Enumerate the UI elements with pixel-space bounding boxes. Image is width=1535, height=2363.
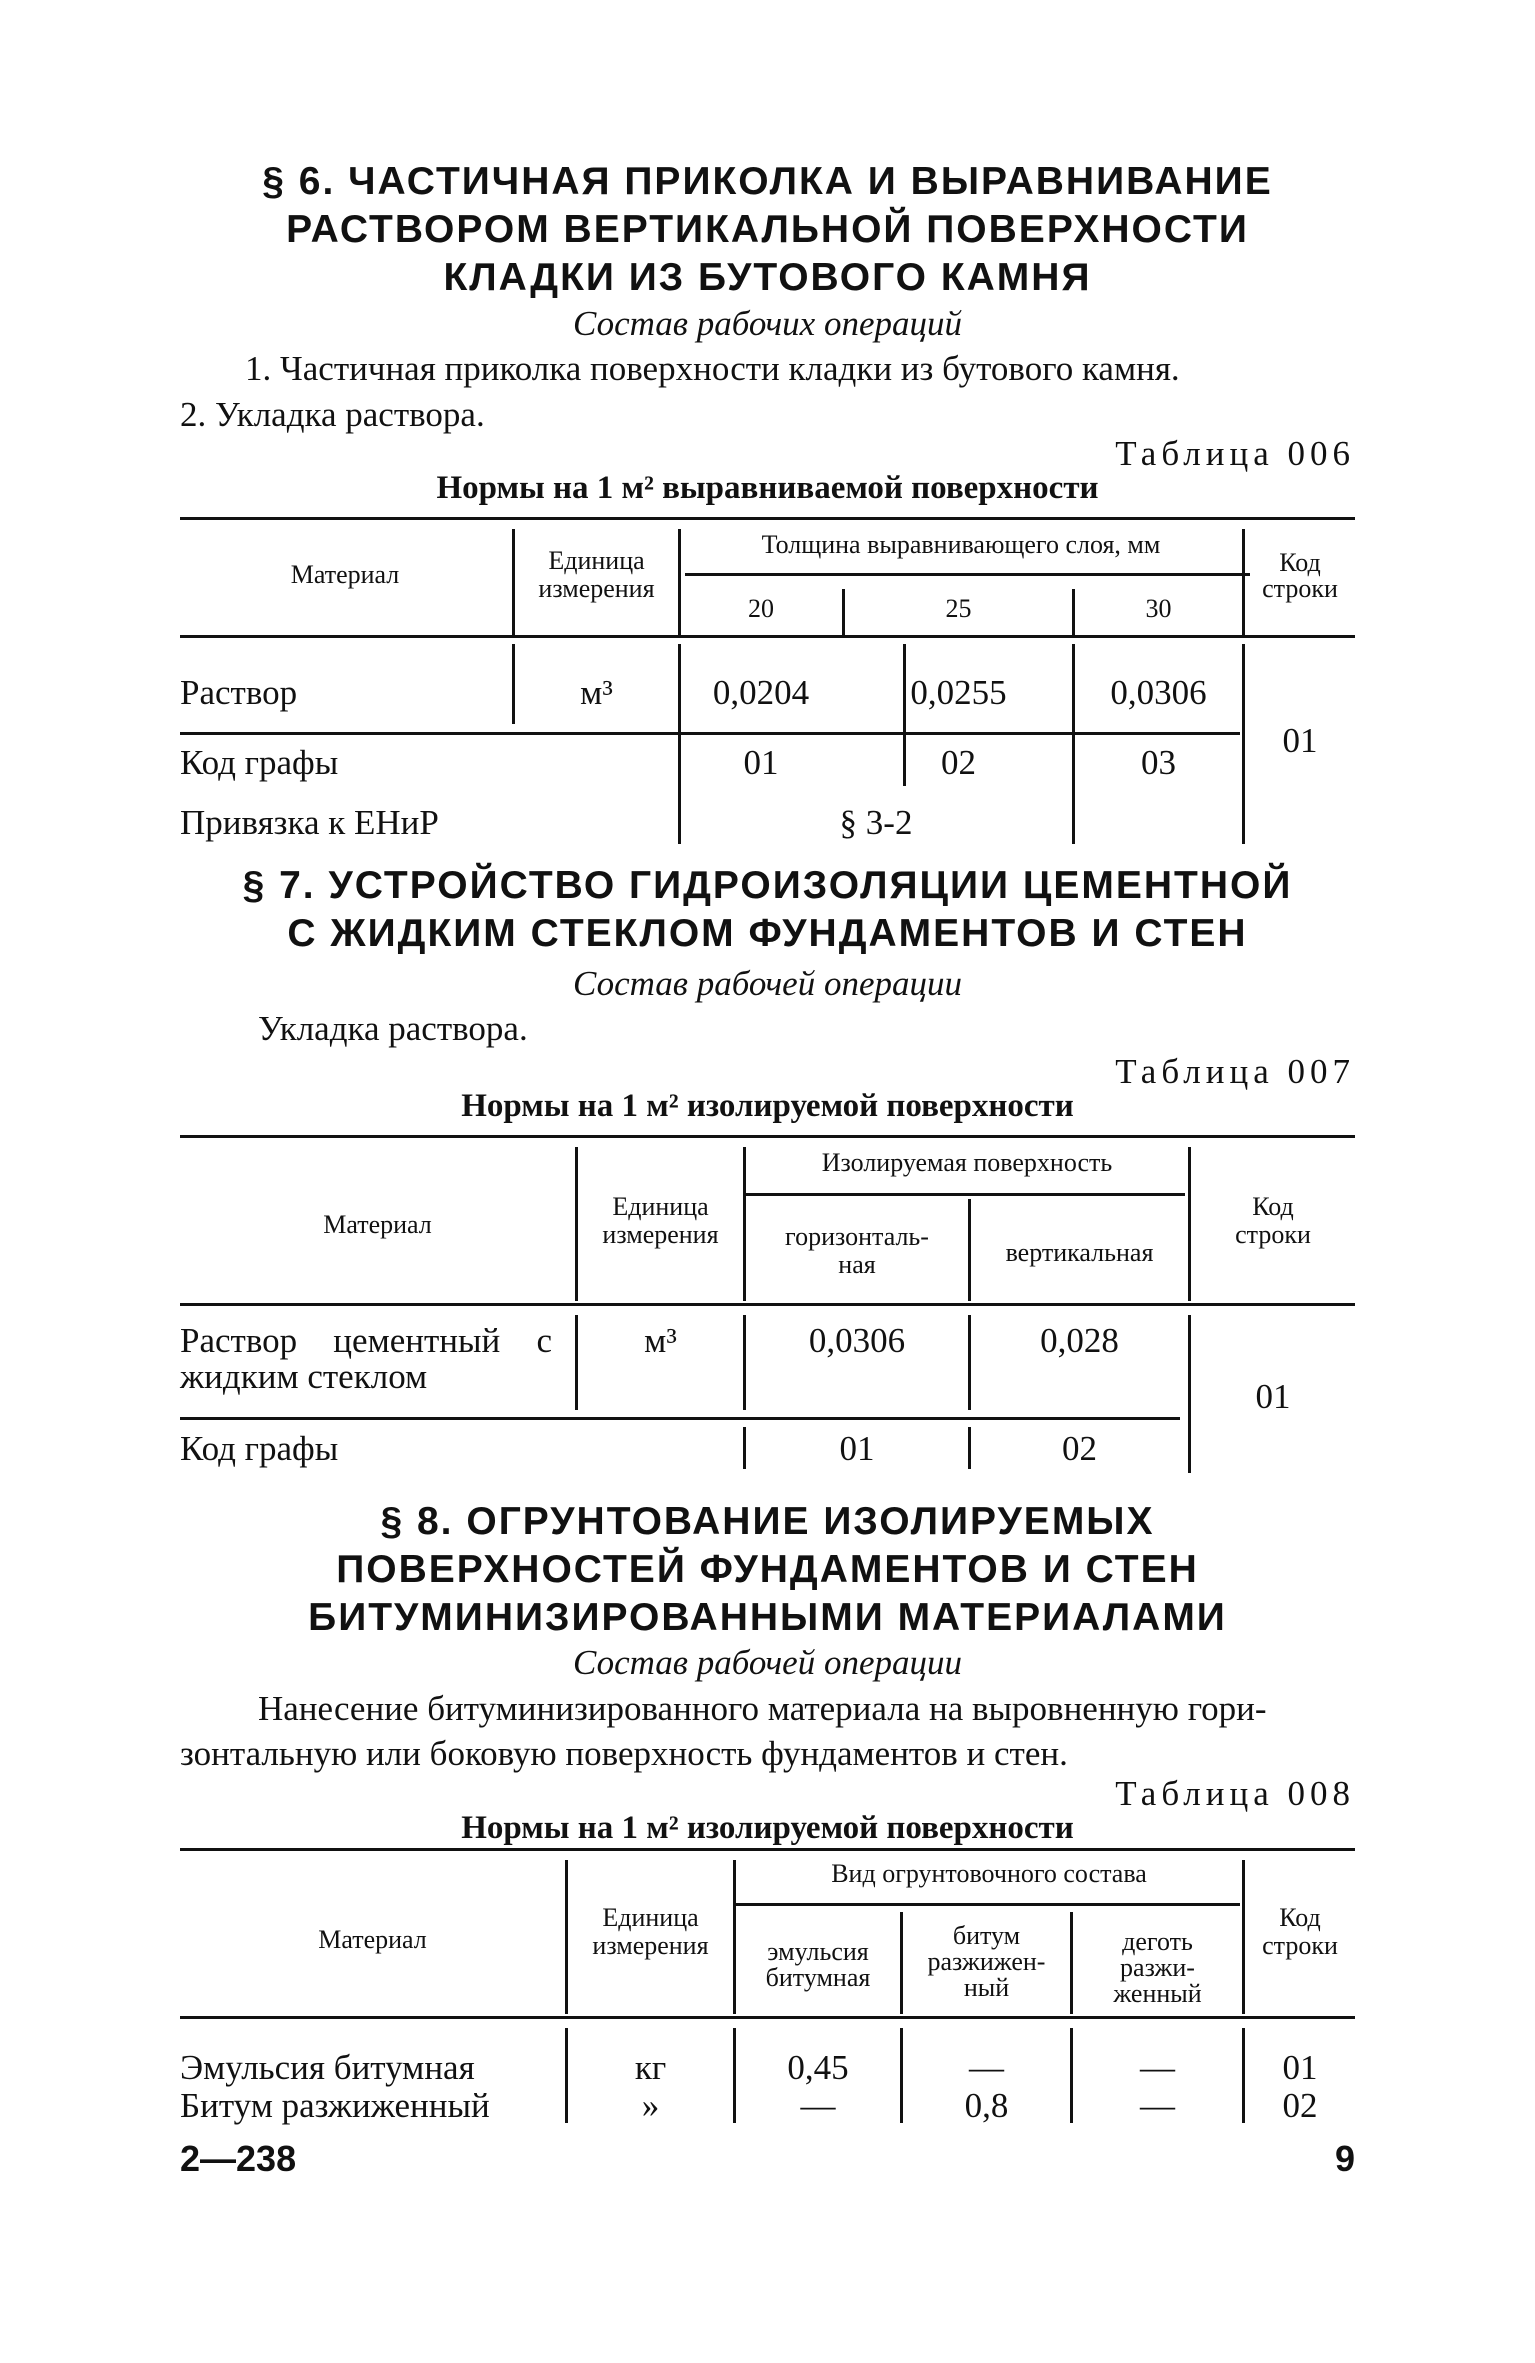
table-007-header-material: Материал	[323, 1210, 432, 1239]
table-008-row-1-bitumen: —	[969, 2048, 1004, 2087]
table-007-header-horizontal-2: ная	[838, 1250, 876, 1279]
table-008-norm-title: Нормы на 1 м² изолируемой поверхности	[461, 1810, 1074, 1846]
table-008-header-kind: Вид огрунтовочного состава	[831, 1859, 1147, 1888]
section-8-title-line-3: БИТУМИНИЗИРОВАННЫМИ МАТЕРИАЛАМИ	[308, 1596, 1227, 1639]
table-006-header-30: 30	[1145, 594, 1172, 623]
table-006-header-unit-1: Единица	[548, 546, 645, 575]
table-007-row-material-1: Раствор цементный с	[180, 1321, 552, 1360]
table-008-row-2-material: Битум разжиженный	[180, 2086, 490, 2125]
table-007-header-unit-2: измерения	[602, 1220, 719, 1249]
section-6-title-line-3: КЛАДКИ ИЗ БУТОВОГО КАМНЯ	[443, 256, 1092, 299]
signature-mark: 2—238	[180, 2138, 297, 2179]
table-006-value-20: 0,0204	[712, 673, 810, 712]
table-007-code-vertical: 02	[1062, 1429, 1097, 1468]
table-007-header-code-2: строки	[1235, 1220, 1311, 1249]
table-006-label: Таблица 006	[1115, 434, 1355, 473]
table-006-value-25: 0,0255	[910, 673, 1007, 712]
table-008	[180, 1848, 1355, 2133]
table-008-header-tar-3: женный	[1113, 1979, 1202, 2008]
table-008-label: Таблица 008	[1115, 1774, 1355, 1813]
table-008-header-tar-2: разжи-	[1120, 1953, 1195, 1982]
table-006-header-code-1: Код	[1279, 548, 1321, 577]
table-008-row-2-code: 02	[1282, 2086, 1318, 2125]
table-008-row-1-tar: —	[1140, 2048, 1175, 2087]
section-7-subtitle: Состав рабочей операции	[572, 964, 963, 1003]
table-008-row-2-emulsion: —	[800, 2086, 836, 2125]
section-7-operation: Укладка раствора.	[258, 1009, 528, 1048]
table-006-header-unit-2: измерения	[538, 574, 655, 603]
table-006-header-25: 25	[945, 594, 972, 623]
section-7-title	[180, 862, 1355, 958]
table-007-code-label: Код графы	[180, 1429, 339, 1468]
table-007	[180, 1135, 1355, 1480]
table-006-header-20: 20	[748, 594, 774, 623]
table-006-code-label: Код графы	[180, 743, 339, 782]
section-8-title-line-1: § 8. ОГРУНТОВАНИЕ ИЗОЛИРУЕМЫХ	[380, 1500, 1155, 1543]
table-006-binding-value: § 3-2	[839, 803, 913, 842]
table-006-row-unit: м³	[580, 673, 613, 712]
table-007-header-vertical: вертикальная	[1005, 1238, 1154, 1267]
table-008-header-unit-2: измерения	[592, 1931, 709, 1960]
table-006-header-material: Материал	[290, 560, 400, 589]
table-008-header-code-2: строки	[1262, 1931, 1338, 1960]
section-6-title-line-1: § 6. ЧАСТИЧНАЯ ПРИКОЛКА И ВЫРАВНИВАНИЕ	[262, 160, 1273, 203]
table-007-code-horizontal: 01	[839, 1429, 875, 1468]
table-008-row-2-bitumen: 0,8	[964, 2086, 1009, 2125]
table-006-value-30: 0,0306	[1110, 673, 1207, 712]
table-007-header-code-1: Код	[1252, 1192, 1294, 1221]
section-8-title-line-2: ПОВЕРХНОСТЕЙ ФУНДАМЕНТОВ И СТЕН	[336, 1548, 1199, 1591]
table-006-header-code-2: строки	[1262, 574, 1338, 603]
section-6-operation-1: 1. Частичная приколка поверхности кладки из бутового камня.	[245, 349, 1180, 388]
table-007-row-material-2: жидким стеклом	[180, 1357, 428, 1396]
section-8-subtitle: Состав рабочей операции	[572, 1643, 963, 1682]
table-007-label: Таблица 007	[1115, 1052, 1355, 1091]
section-7-title-line-2: С ЖИДКИМ СТЕКЛОМ ФУНДАМЕНТОВ И СТЕН	[287, 912, 1248, 955]
table-008-header-code-1: Код	[1279, 1903, 1321, 1932]
table-008-header-emulsion-1: эмульсия	[767, 1937, 869, 1966]
section-8-operation-2: зонтальную или боковую поверхность фундаментов и стен.	[180, 1734, 1068, 1773]
table-008-row-2-tar: —	[1140, 2086, 1175, 2125]
table-008-row-1-emulsion: 0,45	[787, 2048, 849, 2087]
section-7-title-line-1: § 7. УСТРОЙСТВО ГИДРОИЗОЛЯЦИИ ЦЕМЕНТНОЙ	[242, 864, 1293, 907]
table-006-code-20: 01	[743, 743, 779, 782]
table-008-header-bitumen-3: ный	[963, 1973, 1010, 2002]
table-007-header-horizontal-1: горизонталь-	[785, 1222, 929, 1251]
table-008-row-2-unit: »	[641, 2086, 660, 2125]
table-007-value-vertical: 0,028	[1040, 1321, 1119, 1360]
section-6-operation-2: 2. Укладка раствора.	[180, 395, 485, 434]
table-006-binding-label: Привязка к ЕНиР	[180, 803, 439, 842]
table-007-norm-title: Нормы на 1 м² изолируемой поверхности	[461, 1088, 1074, 1124]
table-006-code-30: 03	[1141, 743, 1176, 782]
table-007-value-horizontal: 0,0306	[808, 1321, 906, 1360]
section-6-subtitle: Состав рабочих операций	[572, 304, 963, 343]
table-008-header-material: Материал	[318, 1925, 427, 1954]
table-008-row-1-unit: кг	[634, 2048, 667, 2087]
section-6-title-line-2: РАСТВОРОМ ВЕРТИКАЛЬНОЙ ПОВЕРХНОСТИ	[286, 208, 1249, 251]
table-008-row-1-material: Эмульсия битумная	[180, 2048, 475, 2087]
table-006-header-thickness: Толщина выравнивающего слоя, мм	[761, 530, 1161, 559]
table-008-header-emulsion-2: битумная	[765, 1963, 871, 1992]
table-008-header-bitumen-1: битум	[952, 1921, 1021, 1950]
table-008-row-1-code: 01	[1282, 2048, 1318, 2087]
section-6-title	[180, 158, 1355, 302]
section-8-title	[180, 1498, 1355, 1642]
table-008-header-unit-1: Единица	[602, 1903, 699, 1932]
table-006-norm-title: Нормы на 1 м² выравниваемой поверхности	[436, 470, 1099, 506]
table-007-header-surface: Изолируемая поверхность	[821, 1148, 1113, 1177]
table-008-header-bitumen-2: разжижен-	[927, 1947, 1046, 1976]
section-8-operation-1: Нанесение битуминизированного материала на выровненную гори-	[258, 1689, 1267, 1728]
table-007-row-unit: м³	[644, 1321, 677, 1360]
table-006-row-code: 01	[1282, 721, 1318, 760]
table-006-row-material: Раствор	[180, 673, 298, 712]
table-007-header-unit-1: Единица	[612, 1192, 709, 1221]
table-006	[180, 517, 1355, 847]
table-007-row-code: 01	[1255, 1377, 1291, 1416]
table-008-header-tar-1: деготь	[1122, 1927, 1193, 1956]
page-number: 9	[1334, 2138, 1355, 2179]
table-006-code-25: 02	[941, 743, 976, 782]
